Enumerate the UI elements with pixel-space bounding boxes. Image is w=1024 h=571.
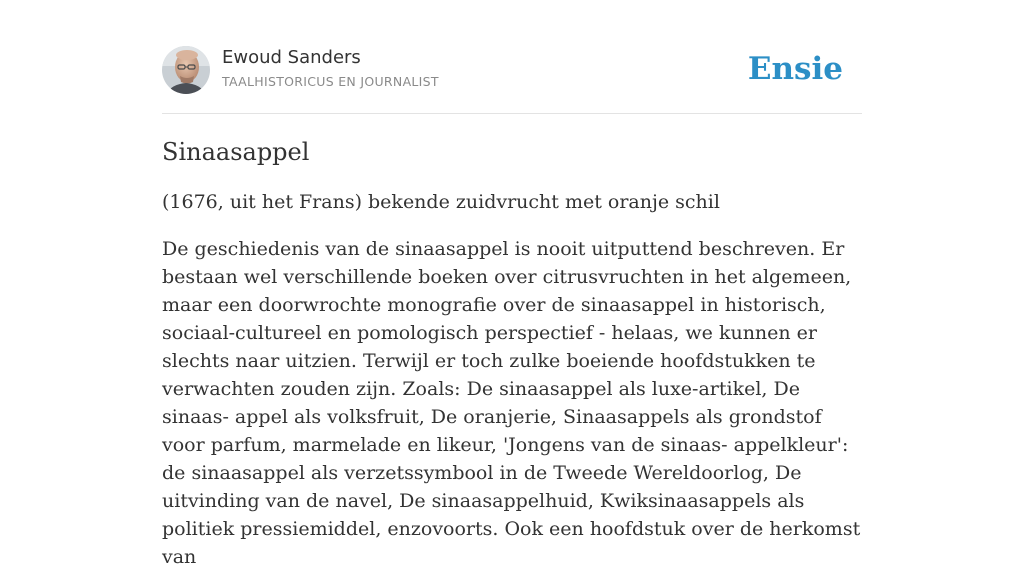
article-header: [162, 46, 862, 96]
author-portrait-icon: [162, 46, 210, 94]
article-subtitle: (1676, uit het Frans) bekende zuidvrucht met oranje schil: [162, 191, 720, 213]
avatar[interactable]: [162, 46, 210, 94]
brand-logo[interactable]: Ensie: [747, 51, 843, 87]
author-role: TAALHISTORICUS EN JOURNALIST: [222, 74, 439, 89]
article-title: Sinaasappel: [162, 138, 310, 166]
article: [162, 136, 864, 571]
article-body: De geschiedenis van de sinaasappel is nooit uitputtend beschreven. Er bestaan wel verschillende boeken over citrusvruchten in het algemeen, maar een doorwrochte monografie over de sinaasappel in historisch, sociaal-cultureel en pomologisch perspectief - helaas, we kunnen er slechts naar uitzien. Terwijl er toch zulke boeiende hoofdstukken te verwachten zouden zijn. Zoals: De sinaasappel als luxe-artikel, De sinaas- appel als volksfruit, De oranjerie, Sinaasappels als grondstof voor parfum, marmelade en likeur, 'Jongens van de sinaas- appelkleur': de sinaasappel als verzetssymbool in de Tweede Wereldoorlog, De uitvinding van de navel, De sinaasappelhuid, Kwiksinaasappels als politiek pressiemiddel, enzovoorts. Ook een hoofdstuk over de herkomst van: [162, 238, 861, 568]
author-name[interactable]: Ewoud Sanders: [222, 47, 361, 68]
header-divider: [162, 113, 862, 114]
